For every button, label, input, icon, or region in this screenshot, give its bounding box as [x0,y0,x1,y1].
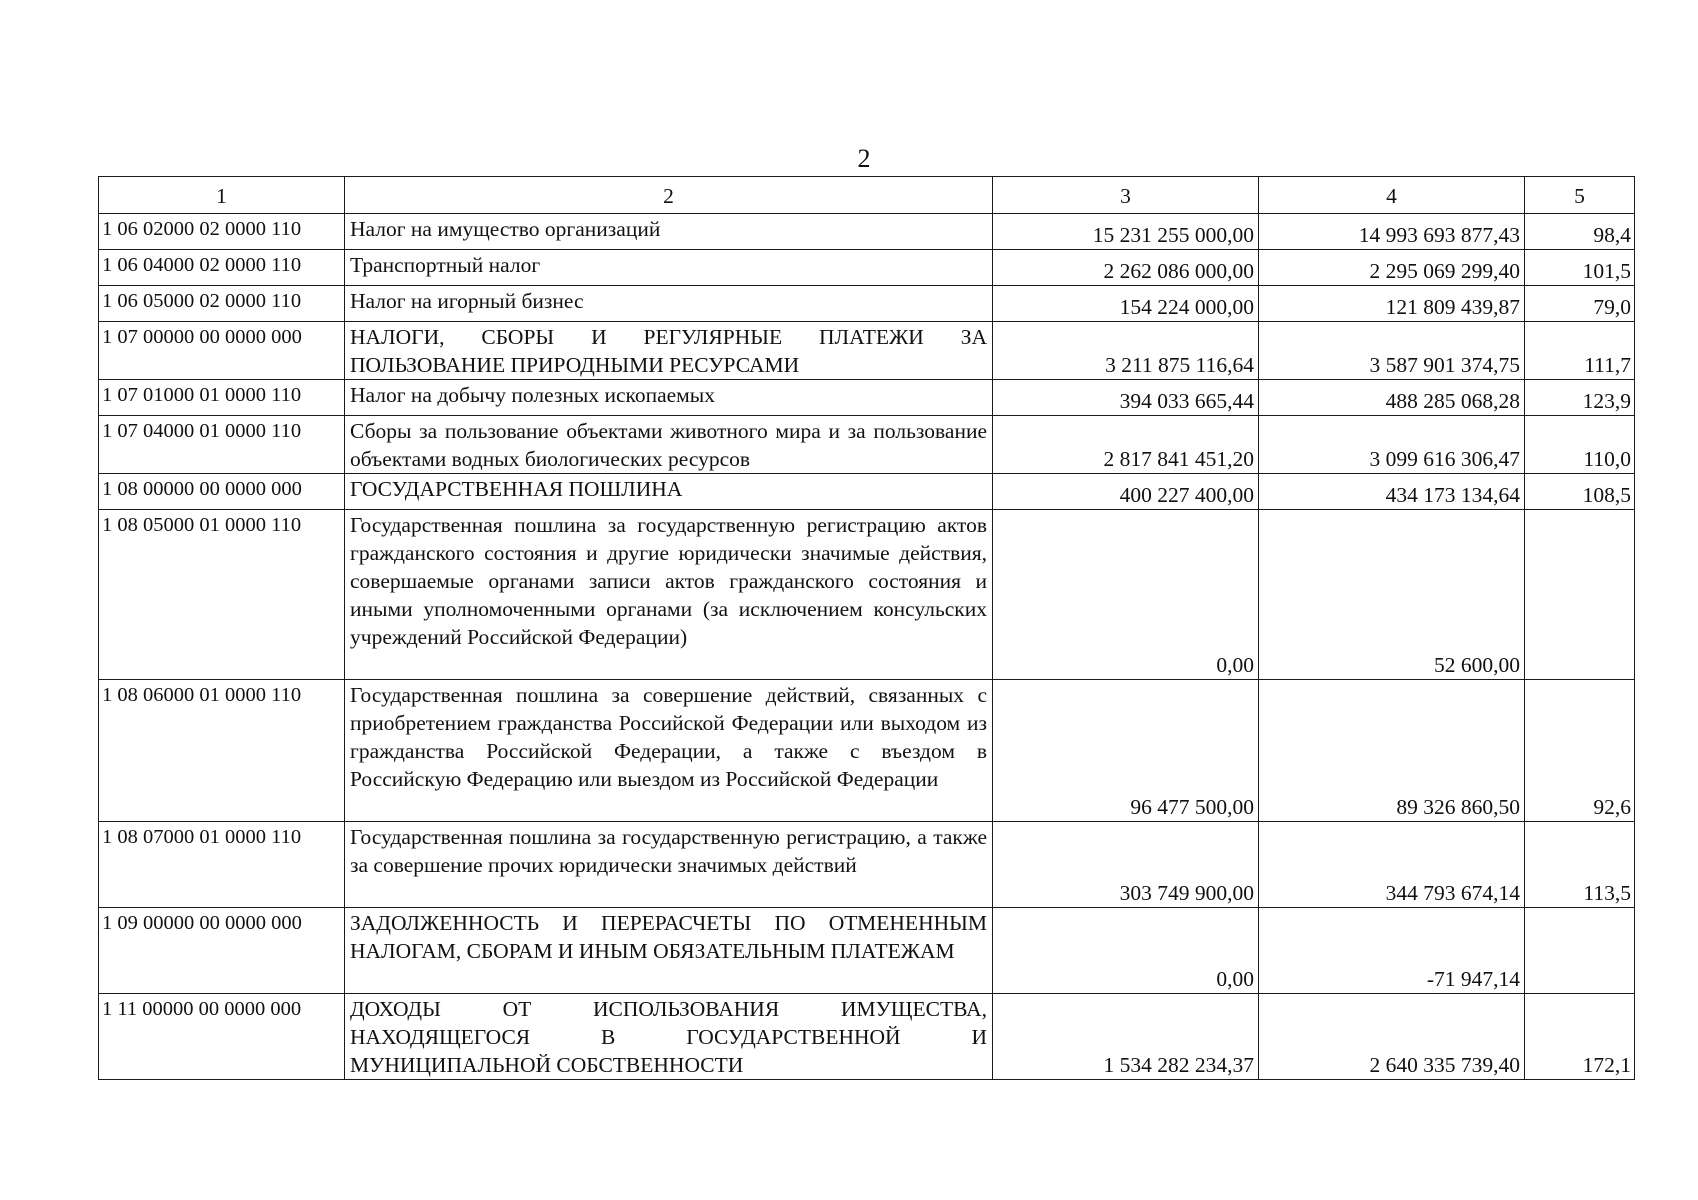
percent-cell: 113,5 [1525,822,1635,908]
percent-cell: 98,4 [1525,214,1635,250]
table-row [99,380,1635,416]
plan-amount-cell: 2 262 086 000,00 [993,250,1259,286]
budget-code-cell: 1 07 01000 01 0000 110 [99,380,345,416]
table-row [99,214,1635,250]
column-header-percent: 5 [1525,177,1635,214]
percent-cell [1525,908,1635,994]
percent-cell: 79,0 [1525,286,1635,322]
budget-code-cell: 1 08 05000 01 0000 110 [99,510,345,680]
percent-cell: 123,9 [1525,380,1635,416]
plan-amount-cell: 394 033 665,44 [993,380,1259,416]
revenue-name-cell: Государственная пошлина за государственную регистрацию актов гражданского состояния и другие юридически значимые действия, совершаемые органами записи актов гражданского состояния и иными уполномоченными органами (за исключением консульских учреждений Российской Федерации) [345,510,993,680]
percent-cell: 108,5 [1525,474,1635,510]
actual-amount-cell: 434 173 134,64 [1259,474,1525,510]
actual-amount-cell: 52 600,00 [1259,510,1525,680]
plan-amount-cell: 0,00 [993,510,1259,680]
revenue-name-cell: Налог на имущество организаций [345,214,993,250]
percent-cell: 111,7 [1525,322,1635,380]
plan-amount-cell: 2 817 841 451,20 [993,416,1259,474]
plan-amount-cell: 303 749 900,00 [993,822,1259,908]
budget-code-cell: 1 08 06000 01 0000 110 [99,680,345,822]
revenue-name-cell: Государственная пошлина за государственную регистрацию, а также за совершение прочих юридически значимых действий [345,822,993,908]
table-row [99,474,1635,510]
plan-amount-cell: 154 224 000,00 [993,286,1259,322]
table-row [99,680,1635,822]
table-row [99,994,1635,1080]
percent-cell: 172,1 [1525,994,1635,1080]
revenue-name-cell: Транспортный налог [345,250,993,286]
table-row [99,416,1635,474]
actual-amount-cell: 89 326 860,50 [1259,680,1525,822]
actual-amount-cell: 3 587 901 374,75 [1259,322,1525,380]
budget-code-cell: 1 06 05000 02 0000 110 [99,286,345,322]
column-header-code: 1 [99,177,345,214]
budget-code-cell: 1 07 00000 00 0000 000 [99,322,345,380]
table-row [99,908,1635,994]
plan-amount-cell: 96 477 500,00 [993,680,1259,822]
actual-amount-cell: 14 993 693 877,43 [1259,214,1525,250]
table-body [99,177,1635,1080]
page-number: 2 [857,144,871,173]
actual-amount-cell: 344 793 674,14 [1259,822,1525,908]
actual-amount-cell: 2 295 069 299,40 [1259,250,1525,286]
revenue-name-cell: Сборы за пользование объектами животного мира и за пользование объектами водных биологических ресурсов [345,416,993,474]
column-number-row [99,177,1635,214]
percent-cell [1525,510,1635,680]
revenue-name-cell: ДОХОДЫ ОТ ИСПОЛЬЗОВАНИЯ ИМУЩЕСТВА, НАХОДЯЩЕГОСЯ В ГОСУДАРСТВЕННОЙ И МУНИЦИПАЛЬНОЙ СОБСТВЕННОСТИ [345,994,993,1080]
table-row [99,322,1635,380]
revenue-name-cell: ГОСУДАРСТВЕННАЯ ПОШЛИНА [345,474,993,510]
plan-amount-cell: 0,00 [993,908,1259,994]
plan-amount-cell: 3 211 875 116,64 [993,322,1259,380]
budget-code-cell: 1 08 07000 01 0000 110 [99,822,345,908]
revenue-name-cell: Налог на добычу полезных ископаемых [345,380,993,416]
table-row [99,822,1635,908]
actual-amount-cell: 3 099 616 306,47 [1259,416,1525,474]
percent-cell: 92,6 [1525,680,1635,822]
budget-code-cell: 1 06 02000 02 0000 110 [99,214,345,250]
budget-revenue-table [98,176,1635,1080]
budget-code-cell: 1 08 00000 00 0000 000 [99,474,345,510]
plan-amount-cell: 15 231 255 000,00 [993,214,1259,250]
actual-amount-cell: 121 809 439,87 [1259,286,1525,322]
table-row [99,250,1635,286]
column-header-actual: 4 [1259,177,1525,214]
revenue-name-cell: Налог на игорный бизнес [345,286,993,322]
column-header-name: 2 [345,177,993,214]
actual-amount-cell: 2 640 335 739,40 [1259,994,1525,1080]
plan-amount-cell: 400 227 400,00 [993,474,1259,510]
budget-code-cell: 1 06 04000 02 0000 110 [99,250,345,286]
budget-code-cell: 1 09 00000 00 0000 000 [99,908,345,994]
actual-amount-cell: -71 947,14 [1259,908,1525,994]
table-row [99,286,1635,322]
percent-cell: 110,0 [1525,416,1635,474]
table-row [99,510,1635,680]
budget-code-cell: 1 07 04000 01 0000 110 [99,416,345,474]
column-header-plan: 3 [993,177,1259,214]
percent-cell: 101,5 [1525,250,1635,286]
revenue-name-cell: НАЛОГИ, СБОРЫ И РЕГУЛЯРНЫЕ ПЛАТЕЖИ ЗА ПОЛЬЗОВАНИЕ ПРИРОДНЫМИ РЕСУРСАМИ [345,322,993,380]
budget-code-cell: 1 11 00000 00 0000 000 [99,994,345,1080]
revenue-name-cell: ЗАДОЛЖЕННОСТЬ И ПЕРЕРАСЧЕТЫ ПО ОТМЕНЕННЫМ НАЛОГАМ, СБОРАМ И ИНЫМ ОБЯЗАТЕЛЬНЫМ ПЛАТЕЖАМ [345,908,993,994]
actual-amount-cell: 488 285 068,28 [1259,380,1525,416]
plan-amount-cell: 1 534 282 234,37 [993,994,1259,1080]
revenue-name-cell: Государственная пошлина за совершение действий, связанных с приобретением гражданства Российской Федерации или выходом из гражданства Российской Федерации, а также с въездом в Российскую Федерацию или выездом из Российской Федерации [345,680,993,822]
